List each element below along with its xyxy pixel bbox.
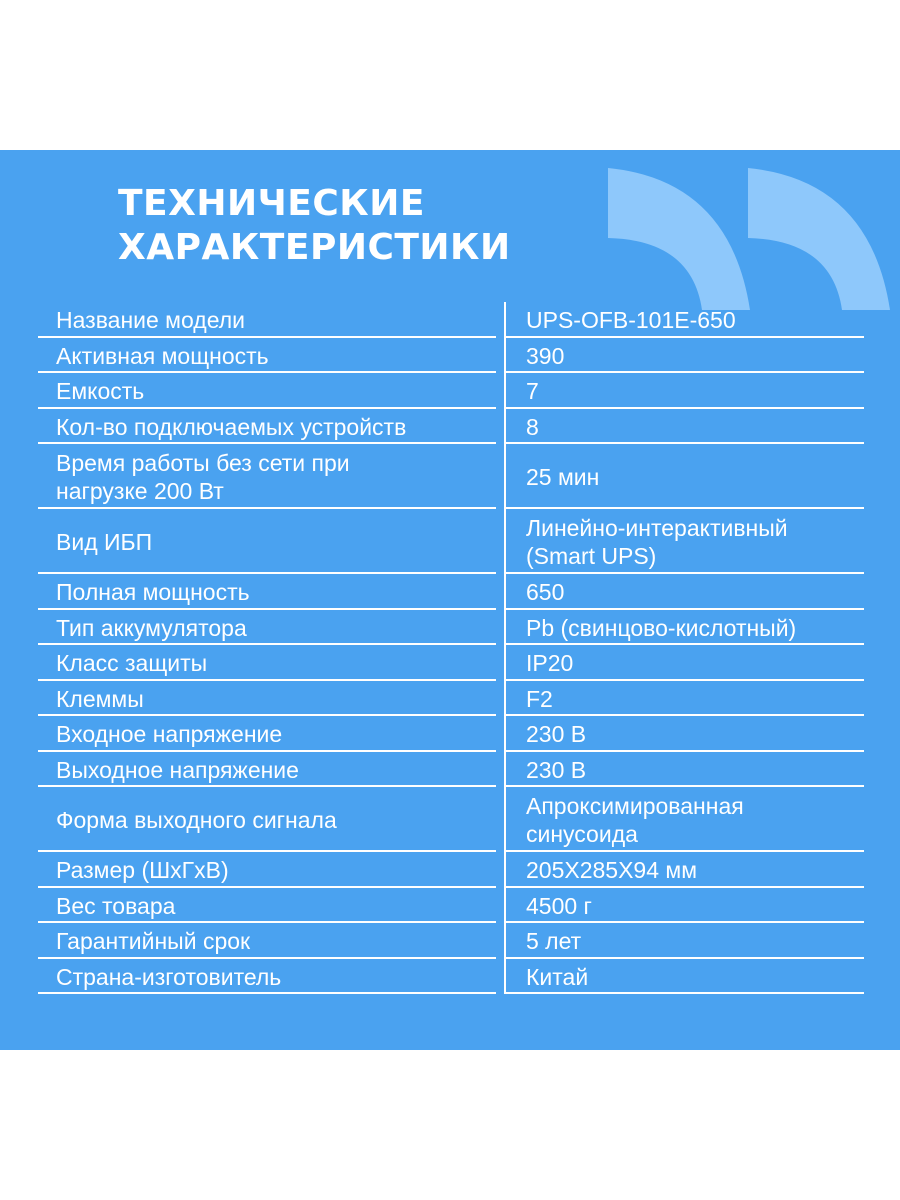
- spec-value: IP20: [526, 650, 574, 677]
- spec-label: Вес товара: [56, 892, 176, 919]
- spec-label: Входное напряжение: [56, 721, 283, 748]
- spec-row: [38, 787, 864, 852]
- spec-row: [38, 888, 864, 924]
- spec-value: UPS-OFB-101E-650: [526, 307, 736, 334]
- spec-value: 390: [526, 342, 565, 369]
- spec-value: F2: [526, 685, 553, 712]
- spec-row: [38, 444, 864, 509]
- spec-value: 650: [526, 579, 565, 606]
- spec-value: Линейно-интерактивный (Smart UPS): [526, 515, 788, 569]
- spec-row: [38, 373, 864, 409]
- spec-value: 205X285X94 мм: [526, 857, 698, 884]
- spec-value: 5 лет: [526, 928, 582, 955]
- spec-label: Размер (ШхГхВ): [56, 857, 229, 884]
- spec-row: [38, 752, 864, 788]
- quote-marks-icon: [600, 160, 900, 320]
- spec-value: 230 В: [526, 756, 587, 783]
- spec-value: 4500 г: [526, 892, 592, 919]
- spec-row: [38, 959, 864, 995]
- title-line-2: ХАРАКТЕРИСТИКИ: [118, 227, 511, 268]
- spec-label: Клеммы: [56, 685, 144, 712]
- spec-row: [38, 645, 864, 681]
- specs-card: [0, 150, 900, 1050]
- spec-label: Полная мощность: [56, 579, 250, 606]
- spec-label: Форма выходного сигнала: [56, 807, 337, 833]
- spec-value: Апроксимированная синусоида: [526, 793, 744, 847]
- spec-label: Активная мощность: [56, 342, 269, 369]
- spec-value: Pb (свинцово-кислотный): [526, 614, 797, 641]
- spec-value: Китай: [526, 963, 589, 990]
- spec-row: [38, 681, 864, 717]
- spec-value: 8: [526, 413, 539, 440]
- spec-label: Емкость: [56, 378, 145, 405]
- spec-row: [38, 302, 864, 338]
- spec-label: Кол-во подключаемых устройств: [56, 413, 407, 440]
- spec-row: [38, 923, 864, 959]
- spec-row: [38, 574, 864, 610]
- spec-row: [38, 610, 864, 646]
- spec-label: Тип аккумулятора: [56, 614, 247, 641]
- spec-label: Время работы без сети при нагрузке 200 Вт: [56, 450, 350, 504]
- spec-label: Гарантийный срок: [56, 928, 251, 955]
- spec-row: [38, 852, 864, 888]
- spec-row: [38, 716, 864, 752]
- spec-label: Страна-изготовитель: [56, 963, 282, 990]
- spec-row: [38, 509, 864, 574]
- spec-value: 7: [526, 378, 539, 405]
- title-line-1: ТЕХНИЧЕСКИЕ: [118, 183, 425, 224]
- spec-value: 230 В: [526, 721, 587, 748]
- spec-row: [38, 409, 864, 445]
- specs-table: [38, 302, 864, 994]
- page-title: [118, 182, 511, 270]
- spec-row: [38, 338, 864, 374]
- spec-label: Вид ИБП: [56, 529, 153, 555]
- spec-value: 25 мин: [526, 464, 600, 490]
- spec-label: Выходное напряжение: [56, 756, 299, 783]
- spec-label: Название модели: [56, 307, 245, 334]
- spec-label: Класс защиты: [56, 650, 208, 677]
